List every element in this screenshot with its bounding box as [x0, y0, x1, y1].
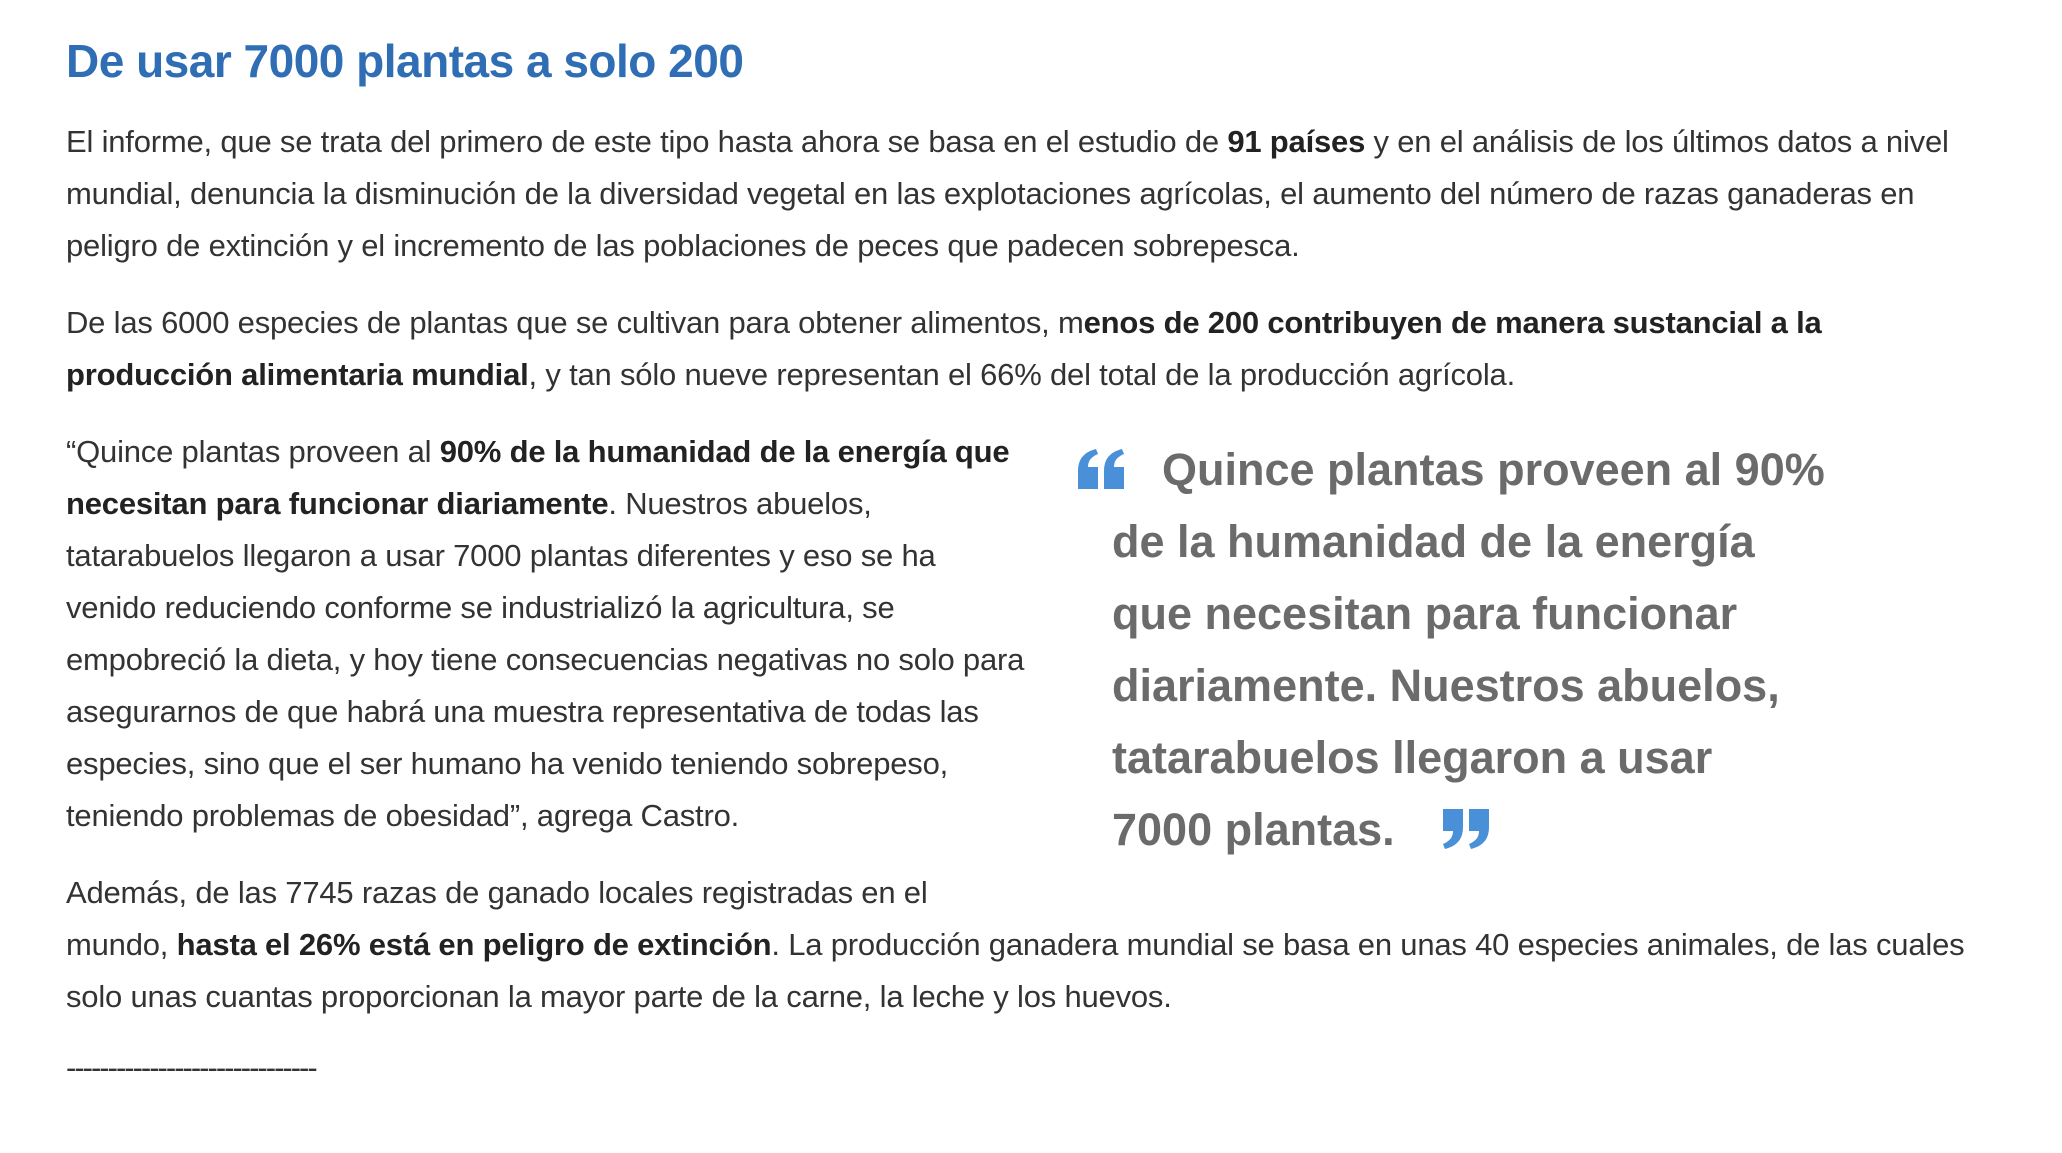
paragraph-especies [66, 297, 1996, 401]
pull-quote-text: que necesitan para funcionar [1112, 588, 1738, 639]
paragraph-bold: hasta el 26% está en peligro de extinción [176, 927, 772, 962]
paragraph-text: “Quince plantas proveen al [66, 434, 440, 469]
paragraph-text: De las 6000 especies de plantas que se cultivan para obtener alimentos, m [66, 305, 1084, 340]
pull-quote-text: diariamente. Nuestros abuelos, [1112, 660, 1780, 711]
pull-quote-text: de la humanidad de la energía [1112, 516, 1755, 567]
article [66, 30, 1996, 1088]
separator-line: ------------------------------ [66, 1050, 316, 1085]
pull-quote-line [1076, 434, 1936, 506]
pull-quote-text: tatarabuelos llegaron a usar [1112, 732, 1713, 783]
pull-quote-line [1076, 794, 1936, 866]
paragraph-text: , y tan sólo nueve representan el 66% del total de la producción agrícola. [528, 357, 1515, 392]
paragraph-text: Además, de las 7745 razas de ganado locales registradas en el mundo, [66, 875, 928, 962]
paragraph-text: y en el análisis de los últimos datos a nivel mundial, denuncia la disminución de la diversidad vegetal en las explotaciones agrícolas, el aumento del número de razas ganaderas en peligro de extinción y el incremento de las poblaciones de peces que padecen sobrepesca. [66, 124, 1949, 263]
pull-quote-line [1076, 650, 1936, 722]
quote-close-icon [1441, 809, 1491, 849]
section-title: De usar 7000 plantas a solo 200 [66, 35, 744, 87]
pull-quote-line [1076, 722, 1936, 794]
paragraph-ganado [66, 867, 1996, 1023]
pull-quote [1076, 434, 1936, 866]
paragraph-bold: 91 países [1227, 124, 1366, 159]
quote-open-icon [1076, 449, 1126, 489]
paragraph-bold: 90% de la humanidad de la energía que necesitan para funcionar diariamente [66, 434, 1010, 521]
pull-quote-line [1076, 578, 1936, 650]
paragraph-text: . Nuestros abuelos, tatarabuelos llegaron a usar 7000 plantas diferentes y eso se ha venido reduciendo conforme se industrializó la agricultura, se empobreció la dieta, y hoy tiene consecuencias negativas no solo para asegurarnos de que habrá una muestra representativa de todas las especies, sino que el ser humano ha venido teniendo sobrepeso, teniendo problemas de obesidad”, agrega Castro. [66, 486, 1025, 833]
pull-quote-line [1076, 506, 1936, 578]
paragraph-text: . La producción ganadera mundial se basa en unas 40 especies animales, de las cuales solo unas cuantas proporcionan la mayor parte de la carne, la leche y los huevos. [66, 927, 1965, 1014]
pull-quote-text: 7000 plantas. [1112, 804, 1395, 855]
paragraph-bold: enos de 200 contribuyen de manera sustancial a la producción alimentaria mundial [66, 305, 1822, 392]
paragraph-informe [66, 116, 1996, 272]
pull-quote-text: Quince plantas proveen al 90% [1162, 444, 1825, 495]
paragraph-text: El informe, que se trata del primero de este tipo hasta ahora se basa en el estudio de [66, 124, 1228, 159]
